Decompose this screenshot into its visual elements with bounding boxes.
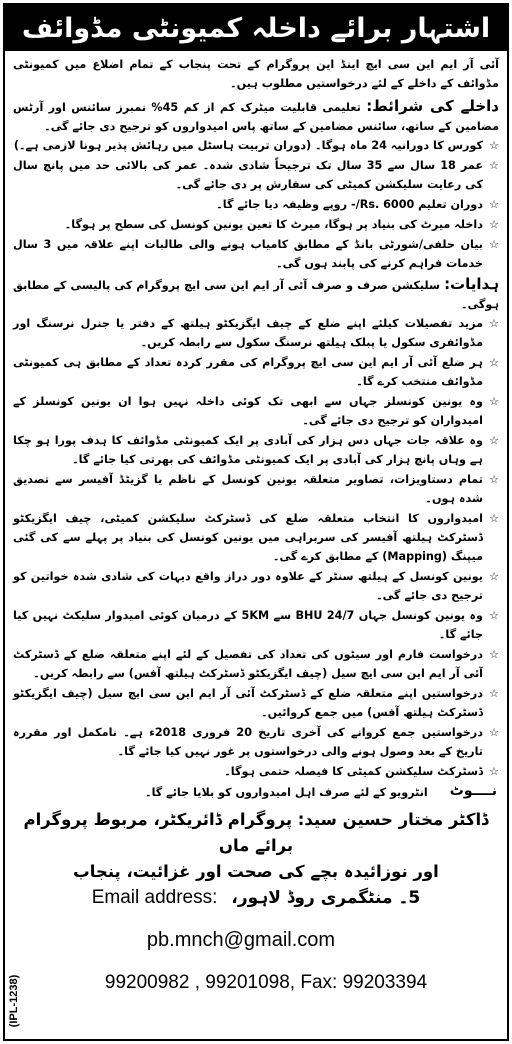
star-icon: ☆ [489,218,499,231]
signature-line-2: اور نوزائیدہ بچے کی صحت اور غزائیت، پنجاب [73,862,439,881]
star-icon: ☆ [489,356,499,369]
star-icon: ☆ [489,395,499,408]
instructions-heading: ہدایات: [444,275,499,293]
list-item: ☆ یونین کونسل کے ہیلتھ سنٹر کے علاوہ دور دراز واقع دیہات کی شادی شدہ خواتین کو ترجیح دی جائے گی۔ [13,567,499,605]
email-address[interactable]: pb.mnch@gmail.com [146,929,336,951]
phone-numbers: 99200982 , 99201098, Fax: 99203394 [104,972,428,993]
list-item: ☆ ہر ضلع آئی آر ایم این سی ایچ پروگرام کی مقرر کردہ تعداد کے مطابق ہی کمیونٹی مڈوائف منتخب کرے گا۔ [13,353,499,391]
list-item: ☆ درخواستیں جمع کروانے کی آخری تاریخ 20 فروری 2018ء ہے۔ نامکمل اور مقررہ تاریخ کے بعد وصول ہونے والی درخواستوں پر غور نہیں کیا جائے گا۔ [13,723,499,761]
star-icon: ☆ [489,198,499,211]
list-item: ☆ درخواست فارم اور سیٹوں کی تعداد کی تفصیل کے لئے اپنے متعلقہ ضلع کے ڈسٹرکٹ آئی آر ایم این سی ایچ سیل (چیف ایگزیکٹو ڈسٹرکٹ ہیلتھ آفس) سے رابطہ کریں۔ [13,645,499,683]
star-icon: ☆ [489,726,499,739]
star-icon: ☆ [489,473,499,486]
star-icon: ☆ [489,238,499,251]
star-icon: ☆ [489,765,499,778]
conditions-heading: داخلے کی شرائط: [366,97,500,115]
ad-content [5,51,507,994]
note-label: نــــوٹ [449,783,497,799]
conditions-section [13,96,499,136]
star-icon: ☆ [489,317,499,330]
conditions-list [13,136,499,273]
signature-line-1: ڈاکٹر مختار حسین سید: پروگرام ڈائریکٹر، مربوط پروگرام برائے ماں [23,810,489,855]
list-item: ☆ وہ یونین کونسل جہاں 24/7 BHU سے 5KM کے درمیان کوئی امیدوار سلیکٹ نہیں کیا جائے گا۔ [13,606,499,644]
instructions-section [13,274,499,314]
star-icon: ☆ [489,512,499,525]
ipl-code: (IPL-1238) [8,974,20,1028]
star-icon: ☆ [489,139,499,152]
star-icon: ☆ [489,434,499,447]
star-icon: ☆ [489,648,499,661]
star-icon: ☆ [489,687,499,700]
ad-title: اشتہار برائے داخلہ کمیونٹی مڈوائف [5,5,507,51]
list-item: ☆ تمام دستاویزات، تصاویر متعلقہ یونین کونسل کے ناظم یا گزیٹڈ آفیسر سے تصدیق شدہ ہوں۔ [13,470,499,508]
list-item: ☆ کورس کا دورانیہ 24 ماہ ہوگا۔ (دوران تربیت ہاسٹل میں رہائش پذیر ہونا لازمی ہے۔) [13,136,499,155]
intro-paragraph: آئی آر ایم این سی ایچ اینڈ این پروگرام کے تحت پنجاب کے تمام اضلاع میں کمیونٹی مڈوائف کے داخلے کے لئے درخواستیں مطلوب ہیں۔ [13,58,499,90]
address-text: 5۔ منٹگمری روڈ لاہور، [231,888,421,908]
list-item: ☆ ڈسٹرکٹ سلیکشن کمیٹی کا فیصلہ حتمی ہوگا۔ [13,762,499,781]
instructions-list [13,314,499,781]
list-item: ☆ درخواستیں اپنے متعلقہ ضلع کے ڈسٹرکٹ آئی آر ایم این سی ایچ سیل (چیف ایگزیکٹو ڈسٹرکٹ ہیلتھ آفس) میں جمع کروائیں۔ [13,684,499,722]
signature-block [13,807,499,885]
list-item: ☆ مزید تفصیلات کیلئے اپنے ضلع کے چیف ایگزیکٹو ہیلتھ کے دفتر یا جنرل نرسنگ اور مڈوائفری سکول یا پبلک ہیلتھ نرسنگ سکول سے رابطہ کریں۔ [13,314,499,352]
star-icon: ☆ [489,159,499,172]
list-item: ☆ وہ علاقہ جات جہاں دس ہزار کی آبادی پر ایک کمیونٹی مڈوائف کا ہدف پورا ہو چکا ہے وہاں پانچ ہزار کی آبادی پر ایک کمیونٹی مڈوائف کی بھرتی کیا جائے گا۔ [13,431,499,469]
address-row [13,887,499,909]
list-item: ☆ عمر 18 سال سے 35 سال تک ترجیحاً شادی شدہ۔ عمر کی بالائی حد میں پانچ سال کی رعایت سلیکشن کمیٹی کی سفارش پر دی جائے گی۔ [13,156,499,194]
email-label: Email address: [91,887,218,908]
instructions-text: سلیکشن صرف و صرف آئی آر ایم این سی ایچ پروگرام کی پالیسی کے مطابق ہوگی۔ [13,279,499,311]
star-icon: ☆ [489,570,499,583]
list-item: ☆ امیدواروں کا انتخاب متعلقہ ضلع کی ڈسٹرکٹ سلیکشن کمیٹی، چیف ایگزیکٹو ڈسٹرکٹ ہیلتھ آفیسر کی سربراہی میں یونین کونسل کی بنیاد پر پہلے سے کی گئی میپنگ (Mapping) کے مطابق کرے گی۔ [13,509,499,566]
list-item: ☆ بیان حلفی/شورٹی بانڈ کے مطابق کامیاب ہونے والی طالبات اپنے علاقہ میں 3 سال خدمات فراہم کرنے کی پابند ہوں گی۔ [13,235,499,273]
list-item: ☆ دوران تعلیم Rs. 6000/- روپے وظیفہ دیا جائے گا۔ [13,195,499,214]
list-item: ☆ داخلہ میرٹ کی بنیاد پر ہوگا، میرٹ کا تعین یونین کونسل کی سطح پر ہوگا۔ [13,215,499,234]
advertisement [3,3,509,1041]
star-icon: ☆ [489,609,499,622]
list-item: ☆ وہ یونین کونسلز جہاں سے ابھی تک کوئی داخلہ نہیں ہوا ان یونین کونسلز کے امیدواران کو ترجیح دی جائے گی۔ [13,392,499,430]
note-text: انٹرویو کے لئے صرف اہل امیدواروں کو بلایا جائے گا۔ [145,786,428,799]
note [13,783,499,803]
conditions-text: تعلیمی قابلیت میٹرک کم از کم 45% نمبرز سائنس اور آرٹس مضامین کے ساتھ، سائنس مضامین کے ساتھ پاس امیدواروں کو ترجیح دی جائے گی۔ [13,101,499,133]
